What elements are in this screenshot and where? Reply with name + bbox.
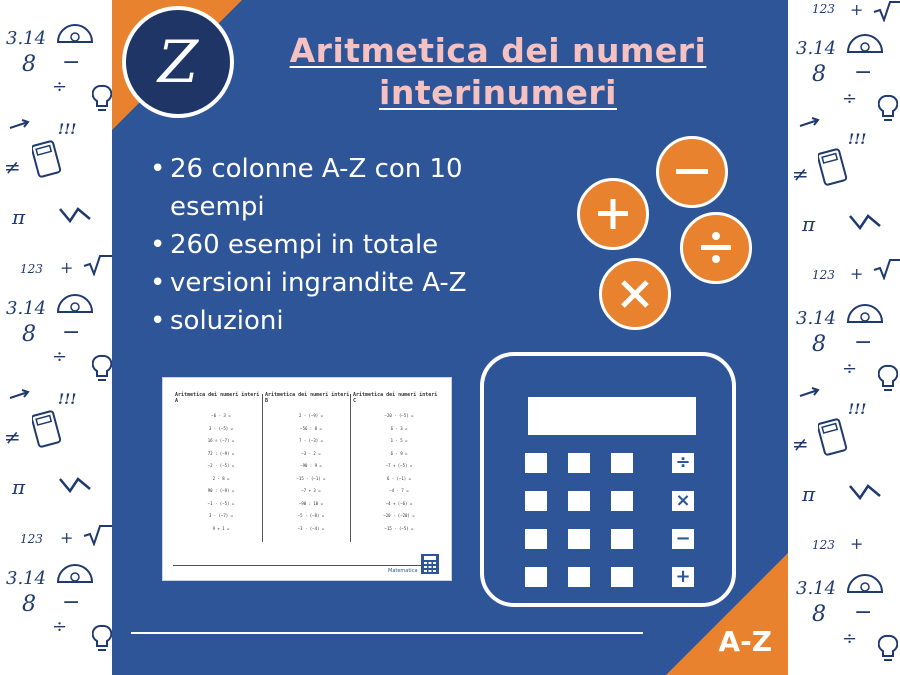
calculator-key [568, 491, 590, 511]
lightbulb-icon [92, 84, 112, 114]
calculator-key [611, 491, 633, 511]
pi-value-doodle: 3.14 [6, 28, 47, 49]
divide-doodle-2: ÷ [52, 346, 68, 367]
worksheet-row: −2 · (−5) = [207, 463, 235, 468]
check-doodle-icon-r2 [848, 482, 882, 502]
calculator-plus-key: + [672, 567, 694, 587]
worksheet-row: 1 · 5 = [390, 438, 408, 443]
worksheet-row: −7 + (−5) = [385, 463, 413, 468]
eight-doodle-2: 8 [22, 322, 36, 347]
arrow-icon-r [798, 116, 822, 130]
calculator-icon [480, 352, 736, 607]
feature-list [150, 150, 495, 340]
calculator-key [525, 567, 547, 587]
worksheet-footer-label: Matematica [388, 568, 418, 574]
divide-doodle-r: ÷ [842, 88, 858, 109]
calculator-minus-key: − [672, 529, 694, 549]
calculator-doodle-icon [32, 140, 62, 180]
worksheet-row: −3 · (−4) = [297, 525, 325, 531]
calculator-key [611, 567, 633, 587]
worksheet-row: 2 · (−9) = [298, 413, 324, 418]
check-doodle-icon-r [848, 212, 882, 232]
minus-operator-icon [656, 136, 728, 208]
protractor-icon-3 [56, 562, 94, 586]
worksheet-row: 3 · (−5) = [208, 425, 234, 431]
worksheet-row: −20 · (−5) = [384, 413, 414, 418]
lightbulb-icon-r [878, 94, 898, 124]
divide-doodle-r2: ÷ [842, 358, 858, 379]
sqrt-doodle-icon-2 [82, 522, 112, 546]
worksheet-row: −5 · (−8) = [297, 513, 325, 518]
worksheet-row: −4 + (−6) = [385, 500, 413, 506]
plus-operator-icon [577, 178, 649, 250]
number-doodle-r: 123 [812, 2, 835, 16]
sqrt-doodle-icon-r2 [872, 258, 900, 280]
divide-operator-icon [680, 212, 752, 284]
calculator-key [611, 453, 633, 473]
eight-doodle-r2: 8 [812, 332, 826, 357]
worksheet-row: −6 · 3 = [211, 413, 231, 418]
worksheet-row: −7 + 3 = [301, 488, 321, 493]
minus-doodle-r3: − [854, 600, 873, 625]
check-doodle-icon [58, 205, 92, 225]
worksheet-row: 6 · 9 = [390, 450, 408, 456]
worksheet-row: 72 : (−9) = [207, 450, 235, 456]
calculator-key [525, 529, 547, 549]
pi-doodle: π [12, 205, 26, 229]
not-equal-doodle-r2: ≠ [792, 432, 809, 456]
minus-doodle-3: − [62, 590, 81, 615]
worksheet-row: 16 ÷ (−7) = [207, 438, 235, 443]
minus-doodle-r2: − [854, 330, 873, 355]
pi-doodle-r: π [802, 212, 816, 236]
worksheet-row: 7 · (−3) = [298, 438, 324, 443]
exclamation-doodle: !!! [58, 122, 77, 138]
eight-doodle-3: 8 [22, 592, 36, 617]
arrow-icon-2 [8, 388, 32, 402]
plus-doodle-r: + [850, 0, 864, 19]
pi-doodle-r2: π [802, 482, 816, 506]
number-doodle: 123 [20, 262, 43, 276]
calculator-key [525, 453, 547, 473]
divide-doodle-r3: ÷ [842, 628, 858, 649]
page-title: Aritmetica dei numeri interinumeri [289, 31, 707, 112]
protractor-icon-r3 [846, 572, 884, 596]
protractor-icon-2 [56, 292, 94, 316]
worksheet-footer-line [173, 565, 421, 566]
worksheet-row: 3 · (−7) = [208, 513, 234, 518]
feature-item: • 260 esempi in totale [150, 226, 495, 264]
sqrt-doodle-icon-r [872, 0, 900, 22]
calculator-key [568, 567, 590, 587]
pi-value-doodle-r: 3.14 [796, 38, 837, 59]
worksheet-row: −56 : 8 = [300, 425, 322, 431]
letter-badge: Z [122, 6, 234, 118]
calculator-key [568, 453, 590, 473]
calculator-screen [528, 397, 696, 435]
number-doodle-r3: 123 [812, 538, 835, 552]
eight-doodle-r: 8 [812, 62, 826, 87]
worksheet-heading: Aritmetica dei numeri interi B [265, 392, 350, 404]
calculator-key [525, 491, 547, 511]
worksheet-row: −15 · (−1) = [296, 475, 326, 481]
corner-label: A-Z [718, 625, 772, 658]
calculator-times-key: × [672, 491, 694, 511]
protractor-icon-r2 [846, 302, 884, 326]
worksheet-row: −3 · 2 = [301, 450, 321, 456]
worksheet-divider [350, 394, 351, 542]
feature-item: • soluzioni [150, 302, 495, 340]
protractor-icon [56, 22, 94, 46]
divide-doodle-3: ÷ [52, 616, 68, 637]
exclamation-doodle-2: !!! [58, 392, 77, 408]
not-equal-doodle-r: ≠ [792, 162, 809, 186]
worksheet-row: −90 : 10 = [298, 500, 324, 506]
minus-doodle: − [62, 50, 81, 75]
eight-doodle: 8 [22, 52, 36, 77]
calculator-divide-key: ÷ [672, 453, 694, 473]
divide-doodle: ÷ [52, 76, 68, 97]
pi-value-doodle-r2: 3.14 [796, 308, 837, 329]
product-panel [112, 0, 788, 675]
number-doodle-2: 123 [20, 532, 43, 546]
calculator-key [611, 529, 633, 549]
worksheet-row: 2 · 8 = [212, 475, 230, 481]
minus-doodle-r: − [854, 60, 873, 85]
worksheet-row: 9 + 1 = [212, 525, 230, 531]
arrow-icon [8, 118, 32, 132]
worksheet-row: 90 : (−9) = [207, 488, 235, 493]
pi-value-doodle-2: 3.14 [6, 298, 47, 319]
calculator-doodle-icon-r2 [818, 418, 848, 458]
times-operator-icon [599, 258, 671, 330]
worksheet-column-c [353, 392, 439, 535]
bottom-divider [131, 632, 643, 634]
calculator-key [568, 529, 590, 549]
not-equal-doodle: ≠ [4, 155, 21, 179]
plus-doodle: + [60, 258, 74, 277]
exclamation-doodle-r: !!! [848, 132, 867, 148]
check-doodle-icon-2 [58, 475, 92, 495]
protractor-icon-r [846, 32, 884, 56]
number-doodle-r2: 123 [812, 268, 835, 282]
worksheet-column-a [175, 392, 261, 535]
feature-item: • 26 colonne A-Z con 10 esempi [150, 150, 495, 226]
pi-doodle-2: π [12, 475, 26, 499]
feature-item: • versioni ingrandite A-Z [150, 264, 495, 302]
lightbulb-icon-r3 [878, 634, 898, 664]
worksheet-heading: Aritmetica dei numeri interi A [175, 392, 260, 404]
pi-value-doodle-r3: 3.14 [796, 578, 837, 599]
arrow-icon-r2 [798, 386, 822, 400]
minus-doodle-2: − [62, 320, 81, 345]
not-equal-doodle-2: ≠ [4, 425, 21, 449]
lightbulb-icon-3 [92, 624, 112, 654]
pi-value-doodle-3: 3.14 [6, 568, 47, 589]
left-doodle-column [0, 0, 112, 675]
plus-doodle-r3: + [850, 534, 864, 553]
lightbulb-icon-r2 [878, 364, 898, 394]
worksheet-row: −15 · (−5) = [384, 525, 414, 531]
worksheet-calculator-icon [421, 554, 439, 574]
sqrt-doodle-icon [82, 252, 112, 276]
worksheet-column-b [265, 392, 351, 535]
worksheet-row: −90 : 9 = [300, 463, 322, 468]
worksheet-row: −4 · 7 = [389, 488, 409, 493]
worksheet-divider [262, 394, 263, 542]
worksheet-row: 6 · (−1) = [386, 475, 412, 481]
plus-doodle-2: + [60, 528, 74, 547]
exclamation-doodle-r2: !!! [848, 402, 867, 418]
worksheet-preview [163, 378, 451, 580]
calculator-doodle-icon-r [818, 148, 848, 188]
worksheet-heading: Aritmetica dei numeri interi C [353, 392, 438, 404]
eight-doodle-r3: 8 [812, 602, 826, 627]
right-doodle-column [788, 0, 900, 675]
lightbulb-icon-2 [92, 354, 112, 384]
worksheet-row: 6 · 3 = [390, 425, 408, 431]
worksheet-row: −20 · (−20) = [383, 513, 415, 518]
calculator-doodle-icon-2 [32, 410, 62, 450]
worksheet-row: −1 · (−5) = [207, 500, 235, 506]
plus-doodle-r2: + [850, 264, 864, 283]
